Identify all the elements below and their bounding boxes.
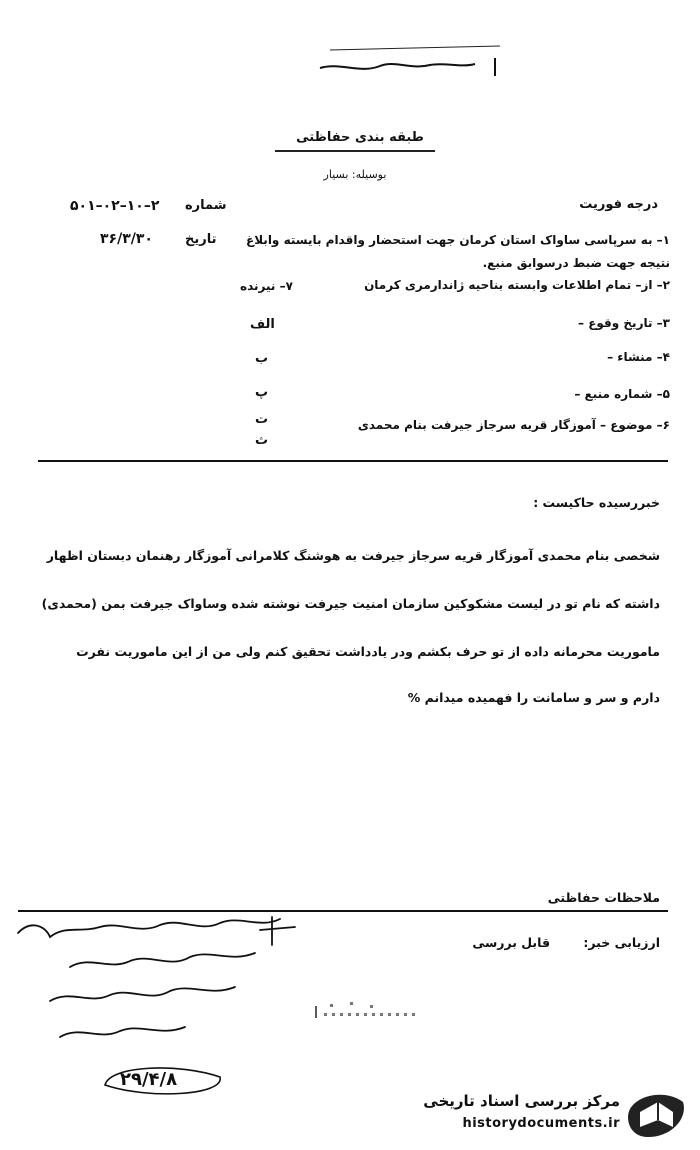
field-line-4: ۴– منشاء – (607, 350, 670, 364)
report-line-1: شخصی بنام محمدی آموزگار قریه سرجاز جیرفت به هوشنگ کلامرانی آموزگار رهنمان دبستان اظهار (46, 548, 660, 563)
field-line-3: ۳– تاریخ وقوع – (578, 316, 670, 330)
number-label: شماره (185, 198, 227, 213)
top-scribble (300, 40, 510, 80)
classification-title: طبقه بندی حفاظتی (296, 130, 424, 145)
field-line-5: ۵– شماره منبع – (574, 387, 670, 401)
report-line-2: داشته که نام تو در لیست مشکوکین سازمان امنیت جیرفت نوشته شده وساواک جیرفت بمن (محمدی) (41, 596, 660, 611)
mark-te: ت (255, 412, 269, 427)
section-divider-top (38, 460, 668, 462)
classification-underline (275, 150, 435, 152)
evaluation-label: ارزیابی خبر: (583, 935, 660, 950)
watermark-title: مرکز بررسی اسناد تاریخی (423, 1092, 620, 1110)
report-line-4: دارم و سر و سامانت را فهمیده میدانم % (407, 690, 660, 705)
field-line-6: ۶– موضوع – آموزگار قریه سرجاز جیرفت بنام محمدی (357, 418, 670, 432)
report-line-3: ماموریت محرمانه داده از تو حرف بکشم ودر یادداشت تحقیق کنم ولی من از این ماموریت نفرت (76, 644, 660, 659)
field-line-2: ۲– از– تمام اطلاعات وابسته بناحیه ژاندارمری کرمان (364, 278, 670, 292)
redacted-signature (310, 1000, 440, 1024)
report-heading: خبررسیده حاکیست : (533, 495, 660, 510)
mark-alef: الف (250, 317, 275, 332)
sub-classification: بوسیله: بسیار (323, 168, 387, 181)
date-label: تاریخ (185, 232, 217, 247)
field-line-1: ۱– به سرپاسی ساواک استان کرمان جهت استحضار واقدام بایسته وابلاغ (246, 233, 670, 247)
watermark-url: historydocuments.ir (462, 1116, 620, 1131)
evaluation-value: قابل بررسی (472, 935, 550, 950)
notes-heading: ملاحظات حفاظتی (547, 890, 660, 905)
source-label: ۷– نیرنده (240, 279, 293, 293)
handwritten-date: ۲۹/۴/۸ (120, 1069, 178, 1090)
date-value: ۳۶/۳/۳۰ (100, 231, 153, 247)
handwritten-notes (10, 905, 310, 1105)
field-line-1b: نتیجه جهت ضبط درسوابق منبع. (482, 256, 670, 270)
number-value: ۵۰۱–۰۲–۱۰–۲ (70, 198, 160, 214)
mark-se: ث (255, 433, 269, 448)
priority-label: درجه فوریت (579, 197, 658, 212)
mark-pe: پ (255, 385, 269, 400)
mark-be: ب (255, 351, 269, 366)
archive-logo-icon (618, 1082, 693, 1142)
